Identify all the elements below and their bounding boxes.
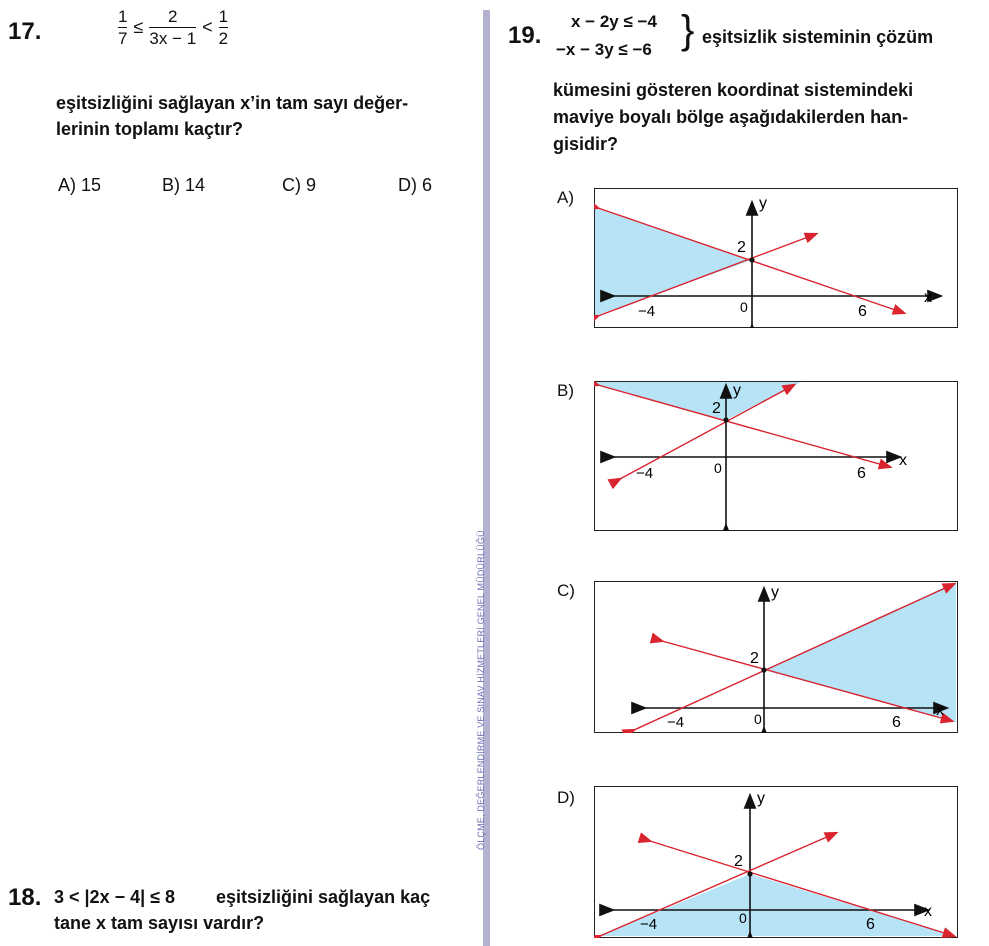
y-tick-label: 2 (750, 650, 759, 667)
q17-option-b[interactable]: B) 14 (162, 175, 206, 195)
q17-number: 17. (8, 18, 42, 45)
q19-text-line3: gisidir? (553, 134, 619, 154)
relation: ≤ (133, 17, 144, 37)
neg-tick-label: −4 (638, 303, 656, 320)
q19-option-d-label[interactable]: D) (557, 788, 575, 807)
q19-graph-d[interactable] (594, 786, 958, 938)
q17-text-line2: lerinin toplamı kaçtır? (56, 119, 244, 139)
q17-frac-right (219, 8, 228, 47)
q19-graph-c[interactable] (594, 581, 958, 733)
frac-denominator: 3x − 1 (149, 29, 197, 48)
q19-text-line0: eşitsizlik sisteminin çözüm (702, 27, 934, 47)
frac-denominator: 7 (118, 29, 128, 48)
pos-tick-label: 6 (858, 303, 867, 320)
q19-text-line2: maviye boyalı bölge aşağıdakilerden han- (553, 107, 909, 127)
x-axis-label: x (924, 903, 932, 920)
pos-tick-label: 6 (857, 465, 866, 482)
relation: < (202, 17, 213, 37)
neg-tick-label: −4 (640, 916, 658, 933)
frac-numerator: 1 (218, 7, 229, 26)
q19-inequality-1: x − 2y ≤ −4 (571, 12, 657, 31)
neg-tick-label: −4 (667, 714, 685, 731)
neg-tick-label: −4 (636, 465, 654, 482)
pos-tick-label: 6 (892, 714, 901, 731)
q17-option-c[interactable]: C) 9 (282, 175, 317, 195)
q17-frac-middle (149, 8, 196, 47)
q19-graph-a[interactable] (594, 188, 958, 328)
y-axis-label: y (759, 195, 767, 212)
origin-label: 0 (714, 460, 722, 476)
y-tick-label: 2 (734, 853, 743, 870)
q18-number: 18. (8, 884, 42, 911)
frac-denominator: 2 (218, 29, 229, 48)
y-axis-label: y (733, 382, 741, 399)
sidebar-publisher-text: ÖLÇME, DEĞERLENDİRME VE SINAV HİZMETLERİ GENEL MÜDÜRLÜĞÜ (476, 530, 486, 850)
y-tick-label: 2 (712, 400, 721, 417)
origin-label: 0 (739, 910, 747, 926)
pos-tick-label: 6 (866, 916, 875, 933)
x-axis-label: x (899, 452, 907, 469)
frac-numerator: 1 (118, 7, 128, 26)
q19-text-line1: kümesini gösteren koordinat sistemindeki (553, 80, 914, 100)
origin-label: 0 (740, 299, 748, 315)
q17-frac-left (118, 8, 127, 47)
q19-inequality-2: −x − 3y ≤ −6 (556, 40, 652, 59)
q19-option-b-label[interactable]: B) (557, 381, 574, 400)
x-axis-label: x (924, 289, 932, 306)
q18-formula: 3 < |2x − 4| ≤ 8 (54, 887, 176, 907)
y-tick-label: 2 (737, 239, 746, 256)
q17-option-d[interactable]: D) 6 (398, 175, 433, 195)
q19-option-a-label[interactable]: A) (557, 188, 574, 207)
y-axis-label: y (757, 790, 765, 807)
q17-inequality (118, 8, 228, 47)
q19-option-c-label[interactable]: C) (557, 581, 575, 600)
q19-brace: } (681, 8, 695, 52)
q17-option-a[interactable]: A) 15 (58, 175, 102, 195)
q18-text-line2: tane x tam sayısı vardır? (54, 913, 265, 933)
frac-numerator: 2 (168, 7, 178, 26)
q19-graph-b[interactable] (594, 381, 958, 531)
y-axis-label: y (771, 584, 779, 601)
x-axis-label: x (936, 702, 944, 719)
q18-text-line1: eşitsizliğini sağlayan kaç (216, 887, 431, 907)
origin-label: 0 (754, 711, 762, 727)
q17-text-line1: eşitsizliğini sağlayan x’in tam sayı değer- (56, 93, 409, 113)
q19-number: 19. (508, 22, 542, 49)
